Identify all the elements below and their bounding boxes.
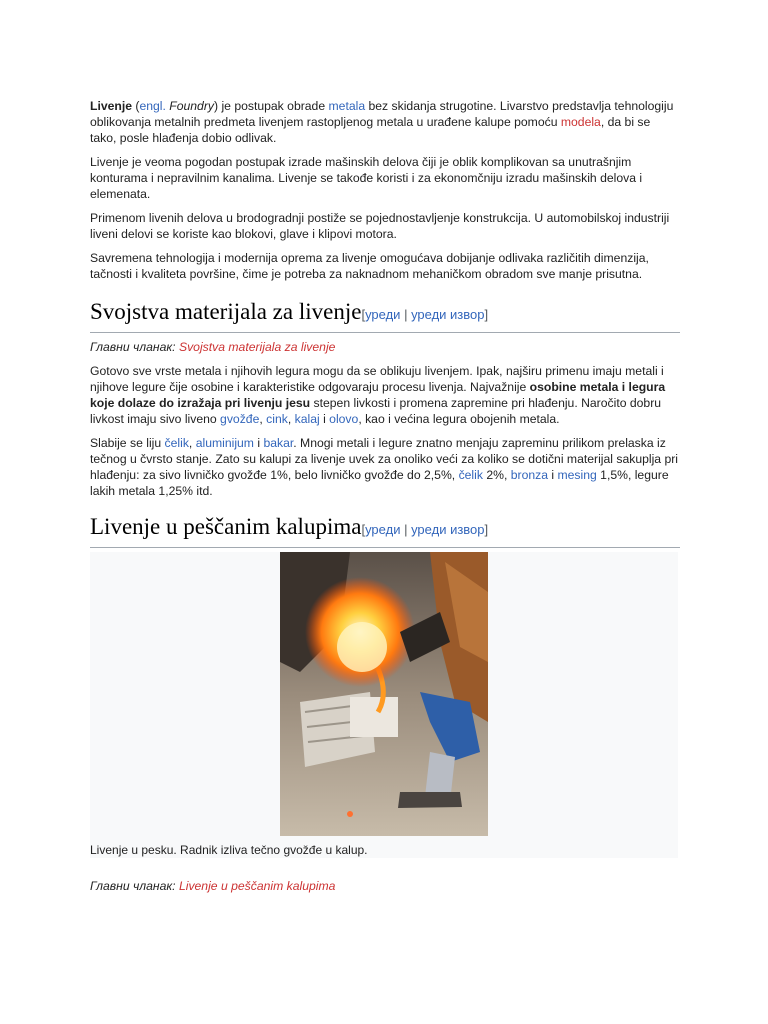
link-gvozde[interactable]: gvožđe — [220, 412, 260, 426]
edit-source-link[interactable]: уреди извор — [411, 522, 485, 537]
engl-link[interactable]: engl. — [139, 99, 166, 113]
intro-text: , da bi se tako, posle hlađenja dobio odlivak. — [90, 115, 651, 145]
edit-section-links: [уреди | уреди извор] — [361, 307, 489, 322]
article-body — [90, 98, 680, 858]
section1-paragraph-2: Slabije se liju čelik, aluminijum i bakar. Mnogi metali i legure znatno menjaju zapreminu prilikom prelaska iz tečnog u čvrsto stanje. Zato su kalupi za livenje uvek za onoliko veći za koliko se dotični materijal sakuplja pri hlađenju: za sivo livničko gvožđe 1%, belo livničko gvožđe do 2,5%, čelik 2%, bronza i mesing 1,5%, legure lakih metala 1,25% itd. — [90, 436, 678, 498]
link-celik[interactable]: čelik — [164, 436, 189, 450]
paragraph-2: Livenje je veoma pogodan postupak izrade mašinskih delova čiji je oblik komplikovan sa unutrašnjim konturama i nepravilnim kanalima. Livenje se takođe koristi i za ekonomčniju izradu mašinskih delova i elemenata. — [90, 155, 643, 201]
link-mesing[interactable]: mesing — [557, 468, 597, 482]
intro-text: bez skidanja strugotine. Livarstvo predstavlja tehnologiju oblikovanja metalnih predmeta livenjem rastopljenog metala u urađene kalupe pomoću — [90, 99, 674, 129]
paragraph-3: Primenom livenih delova u brodogradnji postiže se pojednostavljenje konstrukcija. U automobilskoj industriji liveni delovi se koriste kao blokovi, glave i klipovi motora. — [90, 211, 670, 241]
foundry-pouring-photo[interactable] — [280, 552, 488, 836]
main-article-link[interactable]: Svojstva materijala za livenje — [178, 340, 336, 354]
main-article-hatnote-2 — [90, 878, 335, 894]
link-cink[interactable]: cink — [266, 412, 288, 426]
intro-text: ) je postupak obrade — [214, 99, 329, 113]
paragraph-4: Savremena tehnologija i modernija oprema za livenje omogućava dobijanje odlivaka različitih dimenzija, tačnosti i kvaliteta površine, čime je potreba za naknadnom mehaničkom obradom sve manje prisutna. — [90, 251, 649, 281]
link-celik-2[interactable]: čelik — [458, 468, 483, 482]
hatnote-label: Главни чланак: — [90, 879, 179, 893]
edit-source-link[interactable]: уреди извор — [411, 307, 485, 322]
edit-link[interactable]: уреди — [365, 307, 401, 322]
intro-text: ( — [132, 99, 140, 113]
section-title: Svojstva materijala za livenje — [90, 299, 362, 324]
metala-link[interactable]: metala — [328, 99, 366, 113]
article-term: Livenje — [90, 99, 132, 113]
main-article-hatnote — [90, 339, 680, 355]
link-bronza[interactable]: bronza — [510, 468, 548, 482]
foundry-term: Foundry — [169, 99, 214, 113]
hatnote-label: Главни чланак: — [90, 340, 179, 354]
link-olovo[interactable]: olovo — [329, 412, 359, 426]
section-heading-pescani-kalupi — [90, 513, 680, 548]
intro-paragraph — [90, 98, 680, 146]
figure-caption: Livenje u pesku. Radnik izliva tečno gvožđe u kalup. — [90, 843, 368, 857]
link-kalaj[interactable]: kalaj — [294, 412, 320, 426]
main-article-link-2[interactable]: Livenje u peščanim kalupima — [178, 879, 336, 893]
section-heading-svojstva — [90, 298, 680, 333]
modela-link[interactable]: modela — [560, 115, 601, 129]
edit-section-links: [уреди | уреди извор] — [361, 522, 489, 537]
bold-phrase: osobine metala i legura koje dolaze do izražaja pri livenju jesu — [90, 380, 666, 410]
link-bakar[interactable]: bakar — [263, 436, 294, 450]
section1-paragraph-1: Gotovo sve vrste metala i njihovih legura mogu da se oblikuju livenjem. Ipak, najširu primenu imaju metali i njihove legure čije osobine i karakteristike odgovaraju procesu livenja. Najvažnije osobine metala i legura koje dolaze do izražaja pri livenju jesu stepen livkosti i promena zapremine pri hlađenju. Naročito dobru livkost imaju sivo liveno gvožđe, cink, kalaj i olovo, kao i većina legura obojenih metala. — [90, 364, 666, 426]
edit-link[interactable]: уреди — [365, 522, 401, 537]
link-aluminijum[interactable]: aluminijum — [195, 436, 254, 450]
section-title: Livenje u peščanim kalupima — [90, 514, 362, 539]
figure-thumbnail — [90, 552, 678, 858]
